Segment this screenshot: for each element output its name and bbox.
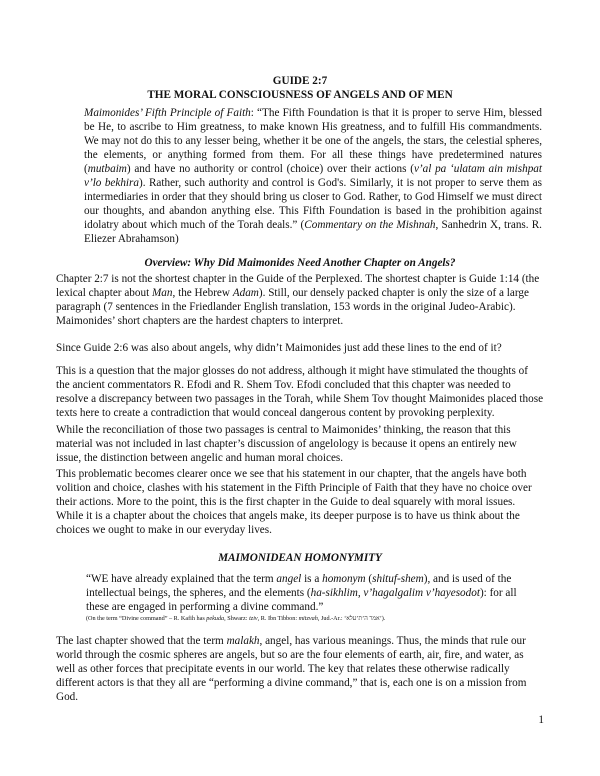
epigraph-citation: Commentary on the Mishnah bbox=[304, 219, 436, 231]
paragraph-5: This problematic becomes clearer once we see that his statement in our chapter, that the angels have both volition and choice, clashes with his statement in the Fifth Principle of Faith that they have no choice over their actions. More to the point, this is the first chapter in the Guide to deal squarely with moral issues. While it is a chapter about the choices that angels make, its deeper purpose is to have us think about the choices we ought to make in our everyday lives. bbox=[56, 468, 532, 536]
chapter-title: GUIDE 2:7 bbox=[272, 75, 328, 87]
footnote: (On the term “Divine command” – R. Kafih has pekuda, Shwarz: tziv, R. Ibn Tibbon: mitzvah, Jud.-Ar.: ‘אמר ה’ת’עלא’). bbox=[86, 615, 386, 622]
epigraph-block bbox=[84, 106, 542, 246]
epigraph-text: Maimonides’ Fifth Principle of Faith: “The Fifth Foundation is that it is proper to serve Him, blessed be He, to ascribe to Him greatness, to make known His greatness, and to fulfill His commandments. We may not do this to any lesser being, whether it be one of the angels, the stars, the celestial spheres, the elements, or anything formed from them. For all these things have predetermined natures (mutbaim) and have no authority or control (choice) over their actions (v’al pa ‘ulatam ain mishpat v’lo bekhira). Rather, such authority and control is God's. Similarly, it is not proper to serve them as intermediaries in order that they should bring us closer to God. Rather, to God Himself we must direct our thoughts, and abandon anything else. This Fifth Foundation is based in the prohibition against idolatry about which much of the Torah deals.” (Commentary on the Mishnah, Sanhedrin X, trans. R. Eliezer Abrahamson) bbox=[84, 107, 542, 245]
guide-quotation: “WE have already explained that the term angel is a homonym (shituf-shem), and is used of the intellectual beings, the spheres, and the elements (ha-sikhlim, v’hagalgalim v’hayesodot): for all these are engaged in performing a divine command.” bbox=[86, 573, 517, 613]
paragraph-4: While the reconciliation of those two passages is central to Maimonides’ thinking, the reason that this material was not included in last chapter’s discussion of angelology is because it opens an entirely new issue, the distinction between angelic and human moral choices. bbox=[56, 424, 517, 464]
paragraph-2: Since Guide 2:6 was also about angels, why didn’t Maimonides just add these lines to the end of it? bbox=[56, 342, 502, 354]
paragraph-1: Chapter 2:7 is not the shortest chapter in the Guide of the Perplexed. The shortest chapter is Guide 1:14 (the lexical chapter about Man, the Hebrew Adam). Still, our densely packed chapter is only the size of a large paragraph (7 sentences in the Friedlander English translation, 153 words in the original Judeo-Arabic). Maimonides’ short chapters are the hardest chapters to interpret. bbox=[56, 273, 540, 327]
overview-heading: Overview: Why Did Maimonides Need Another Chapter on Angels? bbox=[144, 257, 456, 269]
paragraph-6: The last chapter showed that the term malakh, angel, has various meanings. Thus, the minds that rule our world through the cosmic spheres are angels, but so are the four elements of earth, air, fire, and water, as well as other forces that precipitate events in our world. The key that relates these otherwise radically different actors is that they all are “performing a divine command,” that is, each one is on a mission from God. bbox=[56, 635, 527, 703]
page-number: 1 bbox=[538, 714, 544, 726]
epigraph-source: Maimonides’ Fifth Principle of Faith bbox=[84, 107, 251, 119]
chapter-subtitle: THE MORAL CONSCIOUSNESS OF ANGELS AND OF MEN bbox=[147, 89, 453, 101]
homonymity-heading: MAIMONIDEAN HOMONYMITY bbox=[218, 552, 382, 564]
paragraph-3: This is a question that the major glosses do not address, although it might have stimulated the thoughts of the ancient commentators R. Efodi and R. Shem Tov. Efodi concluded that this chapter was needed to resolve a discrepancy between two passages in the Torah, while Shem Tov thought Maimonides placed those texts here to create a contradiction that would conceal dangerous content by provoking perplexity. bbox=[56, 365, 544, 419]
